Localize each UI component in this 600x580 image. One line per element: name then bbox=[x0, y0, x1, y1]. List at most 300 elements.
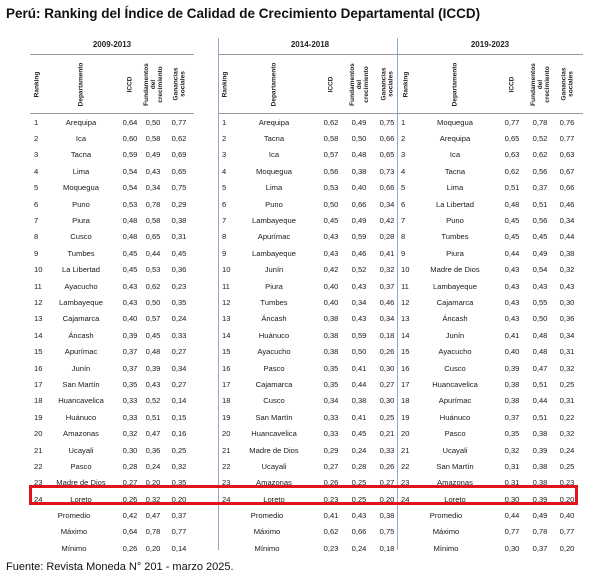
fundamentos-cell: 0,51 bbox=[532, 379, 548, 389]
iccd-cell: 0,60 bbox=[122, 134, 138, 144]
rank-cell: 19 bbox=[222, 412, 231, 422]
fundamentos-cell: 0,43 bbox=[351, 281, 367, 291]
iccd-cell: 0,42 bbox=[323, 265, 339, 275]
rank-cell: 16 bbox=[401, 363, 410, 373]
department-cell: Ica bbox=[268, 150, 280, 160]
table-row bbox=[397, 393, 583, 409]
fundamentos-cell: 0,47 bbox=[145, 429, 161, 439]
table-row bbox=[30, 229, 194, 245]
table-row bbox=[397, 360, 583, 376]
fundamentos-cell: 0,34 bbox=[145, 183, 161, 193]
department-cell: Cajamarca bbox=[255, 379, 293, 389]
table-row bbox=[30, 425, 194, 441]
rank-cell: 19 bbox=[401, 412, 410, 422]
table-row bbox=[218, 278, 402, 294]
rank-cell: 5 bbox=[34, 183, 39, 193]
department-cell: Apurímac bbox=[257, 232, 291, 242]
table-row bbox=[218, 114, 402, 130]
iccd-cell: 0,54 bbox=[122, 166, 138, 176]
stat-label: Promedio bbox=[57, 511, 91, 521]
table-row bbox=[397, 458, 583, 474]
rank-cell: 2 bbox=[34, 134, 39, 144]
ganancias-cell: 0,65 bbox=[379, 150, 395, 160]
table-row bbox=[218, 147, 402, 163]
department-cell: Lima bbox=[265, 183, 283, 193]
fundamentos-cell: 0,37 bbox=[532, 183, 548, 193]
table-row bbox=[30, 212, 194, 228]
table-row bbox=[397, 294, 583, 310]
iccd-cell: 0,32 bbox=[504, 445, 520, 455]
rank-cell: 16 bbox=[222, 363, 231, 373]
iccd-cell: 0,45 bbox=[323, 216, 339, 226]
table-row bbox=[218, 130, 402, 146]
fundamentos-cell: 0,38 bbox=[351, 166, 367, 176]
stat-value: 0,64 bbox=[122, 527, 138, 537]
rank-cell: 18 bbox=[222, 396, 231, 406]
ganancias-cell: 0,34 bbox=[559, 330, 575, 340]
table-row bbox=[218, 229, 402, 245]
rank-cell: 3 bbox=[222, 150, 227, 160]
stat-label: Promedio bbox=[429, 511, 463, 521]
iccd-cell: 0,57 bbox=[323, 150, 339, 160]
ganancias-cell: 0,23 bbox=[559, 478, 575, 488]
ganancias-cell: 0,76 bbox=[559, 117, 575, 127]
ganancias-cell: 0,28 bbox=[379, 232, 395, 242]
stat-value: 0,23 bbox=[323, 543, 339, 553]
ganancias-cell: 0,37 bbox=[379, 281, 395, 291]
iccd-cell: 0,59 bbox=[122, 150, 138, 160]
rank-cell: 6 bbox=[34, 199, 39, 209]
fundamentos-cell: 0,24 bbox=[351, 445, 367, 455]
iccd-cell: 0,40 bbox=[122, 314, 138, 324]
stat-label: Máximo bbox=[60, 527, 88, 537]
fundamentos-cell: 0,58 bbox=[145, 134, 161, 144]
table-row bbox=[218, 458, 402, 474]
fundamentos-cell: 0,38 bbox=[532, 478, 548, 488]
rank-cell: 3 bbox=[401, 150, 406, 160]
rank-cell: 22 bbox=[401, 461, 410, 471]
department-cell: Huancavelica bbox=[58, 396, 104, 406]
rank-cell: 9 bbox=[222, 248, 227, 258]
period-header: 2019-2023 bbox=[397, 38, 583, 55]
department-cell: Ucayali bbox=[261, 461, 287, 471]
fundamentos-cell: 0,56 bbox=[532, 216, 548, 226]
rank-cell: 10 bbox=[34, 265, 43, 275]
iccd-cell: 0,62 bbox=[504, 166, 520, 176]
stat-value: 0,43 bbox=[351, 511, 367, 521]
rank-cell: 10 bbox=[222, 265, 231, 275]
column-divider bbox=[218, 38, 219, 550]
ganancias-cell: 0,27 bbox=[171, 347, 187, 357]
iccd-cell: 0,35 bbox=[323, 379, 339, 389]
rank-cell: 5 bbox=[401, 183, 406, 193]
stat-value: 0,77 bbox=[504, 527, 520, 537]
rank-cell: 23 bbox=[222, 478, 231, 488]
header-departamento: Departamento bbox=[451, 62, 459, 106]
iccd-cell: 0,44 bbox=[504, 248, 520, 258]
header-iccd: ICCD bbox=[327, 76, 335, 92]
iccd-cell: 0,40 bbox=[323, 281, 339, 291]
source-note: Fuente: Revista Moneda N° 201 - marzo 2025. bbox=[6, 561, 234, 573]
department-cell: Amazonas bbox=[63, 429, 99, 439]
table-row bbox=[218, 311, 402, 327]
rank-cell: 11 bbox=[222, 281, 230, 291]
table-row bbox=[30, 393, 194, 409]
iccd-cell: 0,37 bbox=[122, 347, 138, 357]
fundamentos-cell: 0,43 bbox=[145, 166, 161, 176]
department-cell: Lambayeque bbox=[252, 248, 296, 258]
fundamentos-cell: 0,38 bbox=[532, 429, 548, 439]
rank-cell: 10 bbox=[401, 265, 410, 275]
department-cell: Loreto bbox=[70, 494, 92, 504]
fundamentos-cell: 0,44 bbox=[145, 248, 161, 258]
fundamentos-cell: 0,38 bbox=[351, 396, 367, 406]
stat-label: Mínimo bbox=[254, 543, 280, 553]
table-row bbox=[397, 245, 583, 261]
ganancias-cell: 0,20 bbox=[171, 494, 187, 504]
ganancias-cell: 0,66 bbox=[379, 183, 395, 193]
iccd-cell: 0,39 bbox=[122, 330, 138, 340]
rank-cell: 8 bbox=[222, 232, 227, 242]
rank-cell: 7 bbox=[401, 216, 406, 226]
department-cell: Ica bbox=[75, 134, 87, 144]
stat-label: Mínimo bbox=[61, 543, 87, 553]
fundamentos-cell: 0,28 bbox=[351, 461, 367, 471]
iccd-cell: 0,43 bbox=[504, 314, 520, 324]
stat-row bbox=[218, 507, 402, 523]
iccd-cell: 0,33 bbox=[323, 412, 339, 422]
table-row bbox=[30, 343, 194, 359]
department-cell: Amazonas bbox=[437, 478, 473, 488]
rank-cell: 24 bbox=[34, 494, 43, 504]
fundamentos-cell: 0,25 bbox=[351, 494, 367, 504]
department-cell: Puno bbox=[446, 216, 464, 226]
iccd-cell: 0,43 bbox=[323, 232, 339, 242]
iccd-cell: 0,32 bbox=[122, 429, 138, 439]
iccd-cell: 0,43 bbox=[504, 297, 520, 307]
ganancias-cell: 0,34 bbox=[379, 314, 395, 324]
rank-cell: 18 bbox=[401, 396, 410, 406]
department-cell: Puno bbox=[265, 199, 283, 209]
stat-value: 0,18 bbox=[379, 543, 395, 553]
ganancias-cell: 0,36 bbox=[171, 265, 187, 275]
department-cell: Pasco bbox=[70, 461, 92, 471]
department-cell: Tumbes bbox=[260, 297, 288, 307]
iccd-cell: 0,35 bbox=[323, 363, 339, 373]
rank-cell: 1 bbox=[34, 117, 39, 127]
ganancias-cell: 0,69 bbox=[171, 150, 187, 160]
iccd-cell: 0,35 bbox=[504, 429, 520, 439]
department-cell: San Martín bbox=[436, 461, 474, 471]
fundamentos-cell: 0,51 bbox=[532, 412, 548, 422]
department-cell: Ucayali bbox=[442, 445, 468, 455]
column-headers bbox=[30, 55, 194, 114]
table-row bbox=[30, 262, 194, 278]
fundamentos-cell: 0,45 bbox=[351, 429, 367, 439]
page-title: Perú: Ranking del Índice de Calidad de Crecimiento Departamental (ICCD) bbox=[6, 6, 481, 21]
iccd-cell: 0,39 bbox=[504, 363, 520, 373]
fundamentos-cell: 0,38 bbox=[532, 461, 548, 471]
fundamentos-cell: 0,25 bbox=[351, 478, 367, 488]
department-cell: San Martín bbox=[255, 412, 293, 422]
department-cell: Huancavelica bbox=[432, 379, 478, 389]
ganancias-cell: 0,45 bbox=[171, 248, 187, 258]
department-cell: Cusco bbox=[70, 232, 92, 242]
department-cell: Arequipa bbox=[439, 134, 471, 144]
department-cell: Piura bbox=[72, 216, 90, 226]
stat-label: Máximo bbox=[432, 527, 460, 537]
iccd-cell: 0,34 bbox=[323, 396, 339, 406]
rank-cell: 23 bbox=[401, 478, 410, 488]
department-cell: Moquegua bbox=[256, 166, 292, 176]
fundamentos-cell: 0,32 bbox=[145, 494, 161, 504]
stat-value: 0,38 bbox=[379, 511, 395, 521]
iccd-cell: 0,41 bbox=[504, 330, 520, 340]
column-divider bbox=[397, 38, 398, 550]
department-cell: Lambayeque bbox=[433, 281, 477, 291]
header-fundamentos: Fundamentos del crecimiento bbox=[142, 62, 164, 106]
ganancias-cell: 0,21 bbox=[379, 429, 395, 439]
fundamentos-cell: 0,78 bbox=[145, 199, 161, 209]
iccd-cell: 0,45 bbox=[122, 248, 138, 258]
rank-cell: 20 bbox=[222, 429, 231, 439]
ganancias-cell: 0,44 bbox=[559, 232, 575, 242]
table-row bbox=[397, 262, 583, 278]
stat-value: 0,44 bbox=[504, 511, 520, 521]
fundamentos-cell: 0,78 bbox=[532, 117, 548, 127]
ganancias-cell: 0,34 bbox=[171, 363, 187, 373]
department-cell: Lima bbox=[72, 166, 90, 176]
stat-row bbox=[30, 524, 194, 540]
department-cell: Loreto bbox=[444, 494, 466, 504]
rank-cell: 9 bbox=[401, 248, 406, 258]
stat-label: Mínimo bbox=[433, 543, 459, 553]
fundamentos-cell: 0,48 bbox=[351, 150, 367, 160]
rank-cell: 23 bbox=[34, 478, 43, 488]
ganancias-cell: 0,16 bbox=[171, 429, 187, 439]
ganancias-cell: 0,43 bbox=[559, 281, 575, 291]
stat-value: 0,40 bbox=[559, 511, 575, 521]
fundamentos-cell: 0,39 bbox=[145, 363, 161, 373]
rank-cell: 12 bbox=[34, 297, 43, 307]
department-cell: Madre de Dios bbox=[430, 265, 480, 275]
iccd-cell: 0,40 bbox=[323, 297, 339, 307]
table-row bbox=[218, 262, 402, 278]
ganancias-cell: 0,63 bbox=[559, 150, 575, 160]
fundamentos-cell: 0,66 bbox=[351, 199, 367, 209]
rank-cell: 13 bbox=[34, 314, 43, 324]
fundamentos-cell: 0,54 bbox=[532, 265, 548, 275]
table-row bbox=[218, 212, 402, 228]
iccd-cell: 0,64 bbox=[122, 117, 138, 127]
department-cell: Áncash bbox=[68, 330, 94, 340]
table-row bbox=[397, 442, 583, 458]
fundamentos-cell: 0,49 bbox=[532, 248, 548, 258]
fundamentos-cell: 0,39 bbox=[532, 494, 548, 504]
ganancias-cell: 0,25 bbox=[559, 379, 575, 389]
iccd-cell: 0,30 bbox=[504, 494, 520, 504]
fundamentos-cell: 0,48 bbox=[145, 347, 161, 357]
rank-cell: 14 bbox=[401, 330, 410, 340]
fundamentos-cell: 0,55 bbox=[532, 297, 548, 307]
table-row bbox=[397, 147, 583, 163]
ganancias-cell: 0,62 bbox=[171, 134, 187, 144]
rank-cell: 20 bbox=[34, 429, 43, 439]
rank-cell: 12 bbox=[222, 297, 231, 307]
ganancias-cell: 0,36 bbox=[559, 314, 575, 324]
fundamentos-cell: 0,52 bbox=[351, 265, 367, 275]
header-fundamentos: Fundamentos del crecimiento bbox=[348, 62, 370, 106]
iccd-cell: 0,48 bbox=[122, 232, 138, 242]
stat-value: 0,14 bbox=[171, 543, 187, 553]
fundamentos-cell: 0,50 bbox=[351, 347, 367, 357]
fundamentos-cell: 0,20 bbox=[145, 478, 161, 488]
fundamentos-cell: 0,47 bbox=[532, 363, 548, 373]
fundamentos-cell: 0,48 bbox=[532, 330, 548, 340]
fundamentos-cell: 0,45 bbox=[145, 330, 161, 340]
table-row bbox=[397, 196, 583, 212]
fundamentos-cell: 0,58 bbox=[145, 216, 161, 226]
department-cell: Moquegua bbox=[437, 117, 473, 127]
rank-cell: 4 bbox=[222, 166, 227, 176]
iccd-cell: 0,38 bbox=[504, 379, 520, 389]
stat-row bbox=[218, 524, 402, 540]
fundamentos-cell: 0,50 bbox=[145, 297, 161, 307]
rank-cell: 12 bbox=[401, 297, 410, 307]
iccd-cell: 0,63 bbox=[504, 150, 520, 160]
stat-value: 0,78 bbox=[145, 527, 161, 537]
ganancias-cell: 0,18 bbox=[379, 330, 395, 340]
fundamentos-cell: 0,41 bbox=[351, 363, 367, 373]
fundamentos-cell: 0,40 bbox=[351, 183, 367, 193]
ganancias-cell: 0,42 bbox=[379, 216, 395, 226]
stat-row bbox=[397, 524, 583, 540]
fundamentos-cell: 0,24 bbox=[145, 461, 161, 471]
table-row bbox=[218, 245, 402, 261]
department-cell: Cajamarca bbox=[436, 297, 474, 307]
rank-cell: 24 bbox=[401, 494, 410, 504]
iccd-cell: 0,48 bbox=[504, 199, 520, 209]
rank-cell: 9 bbox=[34, 248, 39, 258]
department-cell: Arequipa bbox=[65, 117, 97, 127]
department-cell: Moquegua bbox=[63, 183, 99, 193]
department-cell: Áncash bbox=[261, 314, 287, 324]
ganancias-cell: 0,46 bbox=[559, 199, 575, 209]
ganancias-cell: 0,25 bbox=[379, 412, 395, 422]
department-cell: Piura bbox=[446, 248, 464, 258]
table-row bbox=[218, 425, 402, 441]
department-cell: Junín bbox=[445, 330, 465, 340]
iccd-cell: 0,37 bbox=[504, 412, 520, 422]
ganancias-cell: 0,27 bbox=[379, 379, 395, 389]
rank-cell: 11 bbox=[34, 281, 42, 291]
ganancias-cell: 0,75 bbox=[379, 117, 395, 127]
stat-row bbox=[218, 540, 402, 556]
department-cell: Huánuco bbox=[258, 330, 290, 340]
department-cell: San Martín bbox=[62, 379, 100, 389]
department-cell: Pasco bbox=[444, 429, 466, 439]
header-ganancias: Ganancias sociales bbox=[560, 67, 575, 101]
department-cell: Ucayali bbox=[68, 445, 94, 455]
panel-2 bbox=[397, 38, 583, 557]
rank-cell: 1 bbox=[222, 117, 227, 127]
iccd-cell: 0,27 bbox=[323, 461, 339, 471]
department-cell: Tumbes bbox=[67, 248, 95, 258]
department-cell: Loreto bbox=[263, 494, 285, 504]
department-cell: Huánuco bbox=[65, 412, 97, 422]
iccd-cell: 0,30 bbox=[122, 445, 138, 455]
rank-cell: 7 bbox=[222, 216, 227, 226]
stat-value: 0,49 bbox=[532, 511, 548, 521]
stat-value: 0,42 bbox=[122, 511, 138, 521]
department-cell: Ayacucho bbox=[438, 347, 472, 357]
ganancias-cell: 0,24 bbox=[559, 445, 575, 455]
ganancias-cell: 0,73 bbox=[379, 166, 395, 176]
fundamentos-cell: 0,43 bbox=[145, 379, 161, 389]
fundamentos-cell: 0,50 bbox=[351, 134, 367, 144]
table-row bbox=[30, 376, 194, 392]
stat-value: 0,47 bbox=[145, 511, 161, 521]
rank-cell: 14 bbox=[34, 330, 43, 340]
department-cell: Pasco bbox=[263, 363, 285, 373]
table-row bbox=[397, 409, 583, 425]
ganancias-cell: 0,32 bbox=[171, 461, 187, 471]
department-cell: Arequipa bbox=[258, 117, 290, 127]
stat-value: 0,20 bbox=[559, 543, 575, 553]
iccd-cell: 0,53 bbox=[323, 183, 339, 193]
table-row bbox=[30, 278, 194, 294]
rank-cell: 7 bbox=[34, 216, 39, 226]
department-cell: Cusco bbox=[444, 363, 466, 373]
table-row bbox=[397, 130, 583, 146]
department-cell: Lima bbox=[446, 183, 464, 193]
ganancias-cell: 0,34 bbox=[559, 216, 575, 226]
stat-value: 0,24 bbox=[351, 543, 367, 553]
fundamentos-cell: 0,34 bbox=[351, 297, 367, 307]
department-cell: Tacna bbox=[444, 166, 466, 176]
fundamentos-cell: 0,49 bbox=[351, 117, 367, 127]
stat-value: 0,26 bbox=[122, 543, 138, 553]
iccd-cell: 0,31 bbox=[504, 461, 520, 471]
iccd-cell: 0,50 bbox=[323, 199, 339, 209]
stat-row bbox=[397, 507, 583, 523]
department-cell: Ayacucho bbox=[257, 347, 291, 357]
table-row bbox=[30, 360, 194, 376]
department-cell: Puno bbox=[72, 199, 90, 209]
department-cell: La Libertad bbox=[62, 265, 100, 275]
department-cell: Apurímac bbox=[438, 396, 472, 406]
header-ranking: Ranking bbox=[402, 71, 410, 97]
loreto-highlight-box bbox=[29, 485, 578, 505]
fundamentos-cell: 0,43 bbox=[532, 281, 548, 291]
table-row bbox=[218, 196, 402, 212]
department-cell: Apurímac bbox=[64, 347, 98, 357]
iccd-cell: 0,38 bbox=[504, 396, 520, 406]
fundamentos-cell: 0,53 bbox=[145, 265, 161, 275]
iccd-cell: 0,48 bbox=[122, 216, 138, 226]
iccd-cell: 0,45 bbox=[504, 232, 520, 242]
ganancias-cell: 0,22 bbox=[559, 412, 575, 422]
ganancias-cell: 0,15 bbox=[171, 412, 187, 422]
department-cell: Tumbes bbox=[441, 232, 469, 242]
header-ranking: Ranking bbox=[33, 71, 41, 97]
department-cell: Huancavelica bbox=[251, 429, 297, 439]
fundamentos-cell: 0,39 bbox=[532, 445, 548, 455]
ganancias-cell: 0,35 bbox=[171, 297, 187, 307]
iccd-cell: 0,29 bbox=[323, 445, 339, 455]
rank-cell: 18 bbox=[34, 396, 43, 406]
stat-row bbox=[397, 540, 583, 556]
